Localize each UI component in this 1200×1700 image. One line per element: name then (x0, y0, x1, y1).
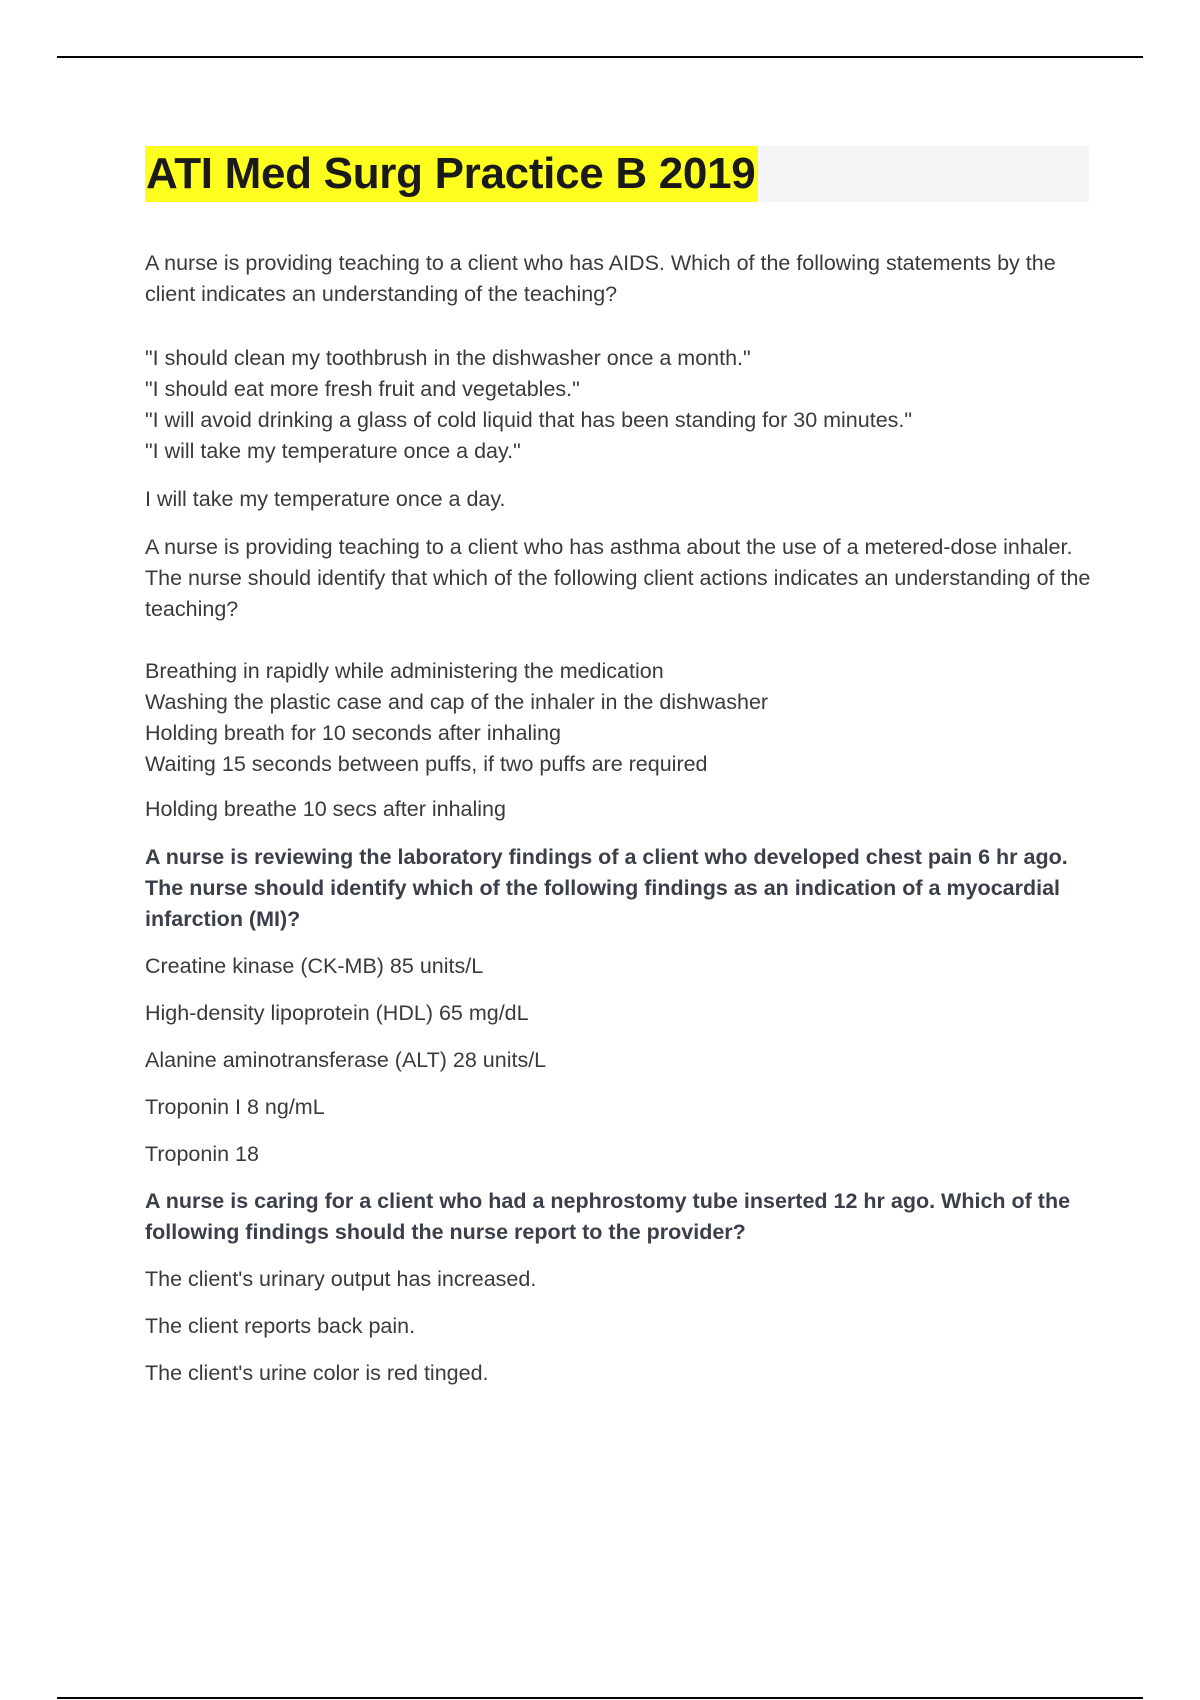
question-1-answer: I will take my temperature once a day. (145, 487, 506, 511)
document-title: ATI Med Surg Practice B 2019 (145, 146, 758, 202)
question-2-option-3: Holding breath for 10 seconds after inhaling (145, 721, 561, 745)
question-4-option-2: The client reports back pain. (145, 1314, 416, 1338)
question-1-text: A nurse is providing teaching to a client who has AIDS. Which of the following statements by the client indicates an understanding of the teaching? (145, 251, 1056, 306)
question-3-option-1: Creatine kinase (CK-MB) 85 units/L (145, 954, 484, 978)
question-4-text: A nurse is caring for a client who had a nephrostomy tube inserted 12 hr ago. Which of the following findings should the nurse report to the provider? (145, 1189, 1071, 1244)
question-3-option-4: Troponin I 8 ng/mL (145, 1095, 325, 1119)
top-rule (57, 56, 1143, 58)
question-3-option-2: High-density lipoprotein (HDL) 65 mg/dL (145, 1001, 529, 1025)
question-4-option-1: The client's urinary output has increased. (145, 1267, 537, 1291)
question-2-options (145, 656, 1095, 780)
question-2-text: A nurse is providing teaching to a client who has asthma about the use of a metered-dose inhaler. The nurse should identify that which of the following client actions indicates an understanding of the teaching? (145, 535, 1091, 621)
bottom-rule (57, 1697, 1143, 1699)
question-1-option-3: "I will avoid drinking a glass of cold liquid that has been standing for 30 minutes." (145, 408, 913, 432)
question-2-option-4: Waiting 15 seconds between puffs, if two puffs are required (145, 752, 708, 776)
question-1-option-1: "I should clean my toothbrush in the dishwasher once a month." (145, 346, 751, 370)
question-2-option-1: Breathing in rapidly while administering the medication (145, 659, 664, 683)
document-body (145, 248, 1095, 1405)
question-2-option-2: Washing the plastic case and cap of the inhaler in the dishwasher (145, 690, 769, 714)
question-2-answer: Holding breathe 10 secs after inhaling (145, 797, 506, 821)
question-4-option-3: The client's urine color is red tinged. (145, 1361, 489, 1385)
title-band (145, 146, 1089, 202)
question-1-option-4: "I will take my temperature once a day." (145, 439, 521, 463)
question-3-option-3: Alanine aminotransferase (ALT) 28 units/L (145, 1048, 547, 1072)
question-3-text: A nurse is reviewing the laboratory findings of a client who developed chest pain 6 hr ago. The nurse should identify which of the following findings as an indication of a myocardial infarction (MI)? (145, 845, 1068, 931)
question-1-options (145, 343, 1095, 467)
question-3-answer: Troponin 18 (145, 1142, 259, 1166)
question-1-option-2: "I should eat more fresh fruit and vegetables." (145, 377, 580, 401)
